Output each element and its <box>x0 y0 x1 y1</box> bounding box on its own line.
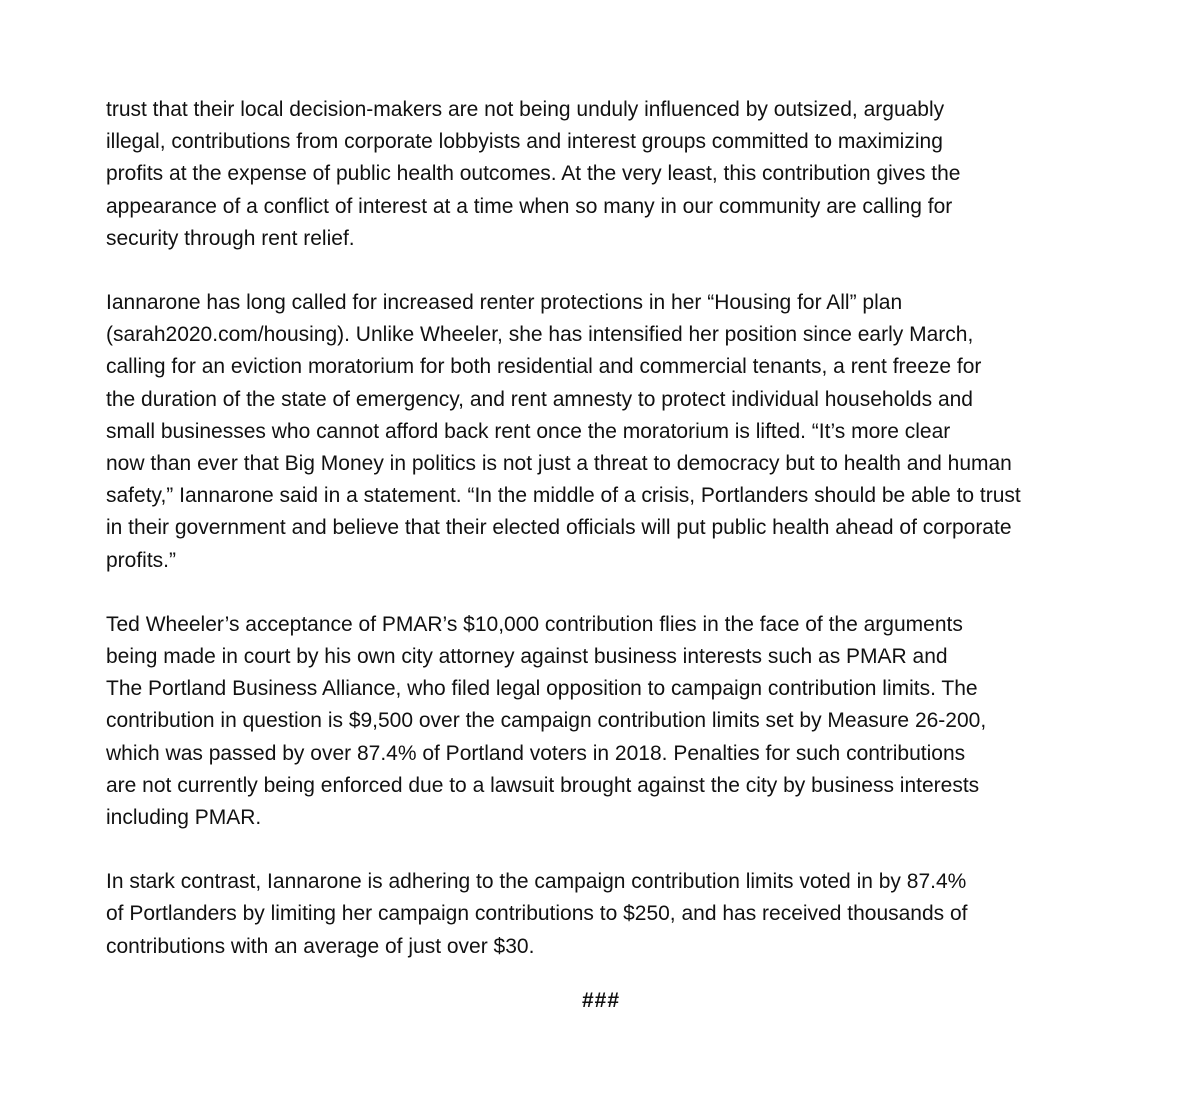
text-line: The Portland Business Alliance, who filed legal opposition to campaign contribution limits. The <box>106 677 978 701</box>
text-line: profits.” <box>106 548 177 572</box>
text-line: of Portlanders by limiting her campaign contributions to $250, and has received thousands of <box>106 902 968 926</box>
paragraph-3 <box>106 609 1096 834</box>
text-line: In stark contrast, Iannarone is adhering to the campaign contribution limits voted in by 87.4% <box>106 870 967 894</box>
text-line: calling for an eviction moratorium for both residential and commercial tenants, a rent freeze for <box>106 355 982 379</box>
text-line: (sarah2020.com/housing). Unlike Wheeler, she has intensified her position since early March, <box>106 323 974 347</box>
text-line: being made in court by his own city attorney against business interests such as PMAR and <box>106 645 948 669</box>
end-of-release-mark: ### <box>581 989 621 1012</box>
text-line: trust that their local decision-makers are not being unduly influenced by outsized, arguably <box>106 98 945 121</box>
text-line: profits at the expense of public health outcomes. At the very least, this contribution gives the <box>106 162 961 186</box>
text-line: Ted Wheeler’s acceptance of PMAR’s $10,000 contribution flies in the face of the arguments <box>106 612 963 636</box>
text-line: in their government and believe that their elected officials will put public health ahead of corporate <box>106 516 1012 540</box>
text-line: including PMAR. <box>106 806 262 830</box>
document-body <box>106 94 1096 1012</box>
text-line: which was passed by over 87.4% of Portland voters in 2018. Penalties for such contributions <box>106 741 966 765</box>
text-line: appearance of a conflict of interest at a time when so many in our community are calling for <box>106 194 953 218</box>
paragraph-4 <box>106 866 1096 963</box>
text-line: Iannarone has long called for increased renter protections in her “Housing for All” plan <box>106 291 903 315</box>
text-line: are not currently being enforced due to a lawsuit brought against the city by business interests <box>106 773 980 797</box>
text-line: contributions with an average of just over $30. <box>106 934 535 958</box>
text-line: illegal, contributions from corporate lobbyists and interest groups committed to maximizing <box>106 130 943 154</box>
text-line: security through rent relief. <box>106 226 355 250</box>
paragraph-2 <box>106 287 1096 577</box>
text-line: the duration of the state of emergency, and rent amnesty to protect individual households and <box>106 387 973 411</box>
paragraph-1 <box>106 94 1096 255</box>
text-line: contribution in question is $9,500 over the campaign contribution limits set by Measure 26-200, <box>106 709 987 733</box>
text-line: safety,” Iannarone said in a statement. “In the middle of a crisis, Portlanders should be able to trust <box>106 484 1021 508</box>
text-line: now than ever that Big Money in politics is not just a threat to democracy but to health and human <box>106 452 1012 476</box>
text-line: small businesses who cannot afford back rent once the moratorium is lifted. “It’s more clear <box>106 419 951 443</box>
